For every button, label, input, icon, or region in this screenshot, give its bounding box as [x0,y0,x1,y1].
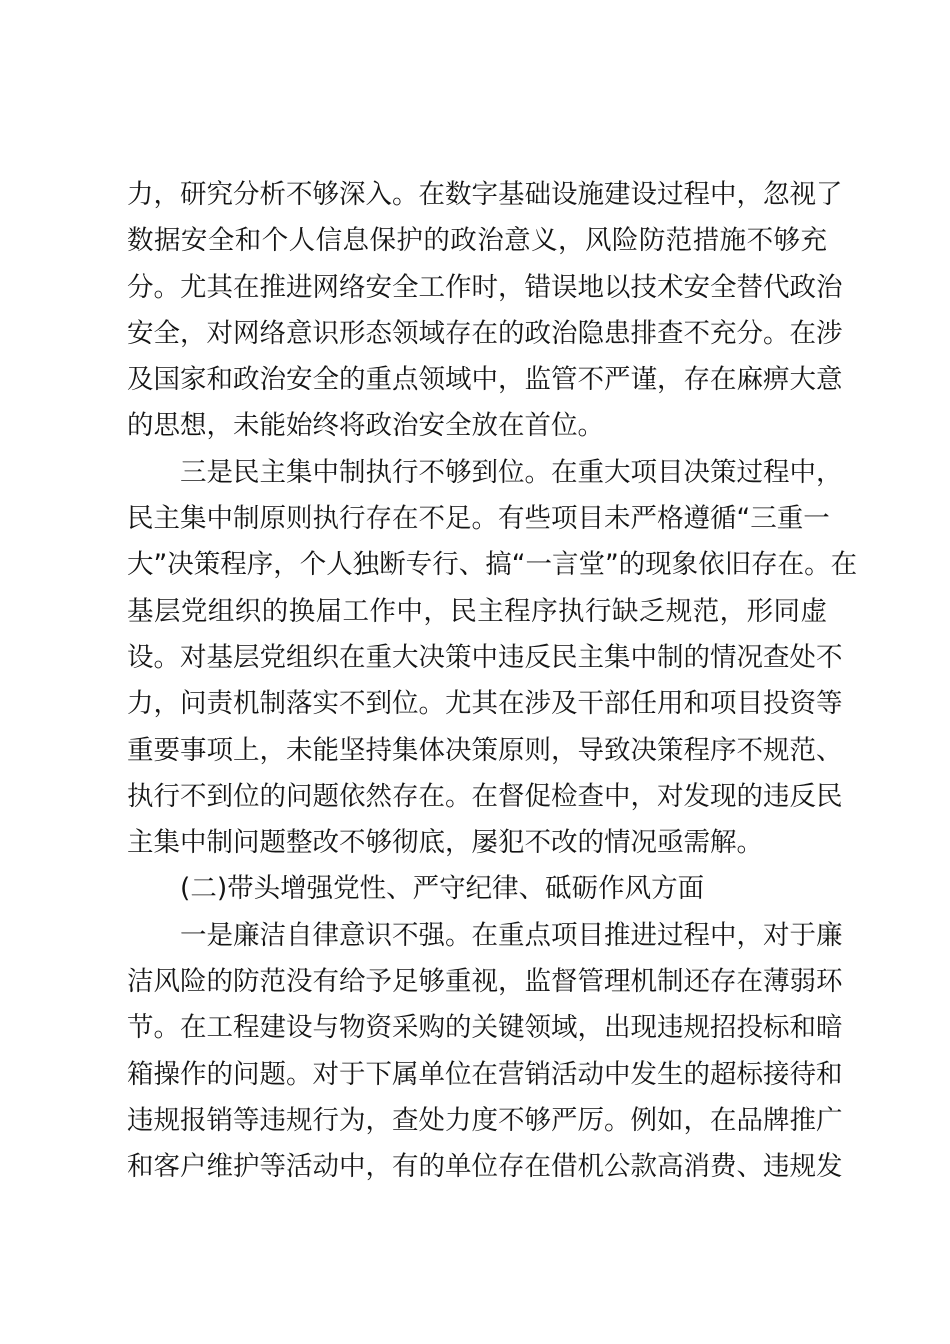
text-line: 民主集中制原则执行存在不足。有些项目未严格遵循“三重一 [127,503,830,535]
text-line: 数据安全和个人信息保护的政治意义，风险防范措施不够充 [127,225,827,257]
text-line: 大”决策程序，个人独断专行、搞“一言堂”的现象依旧存在。在 [127,549,858,581]
document-page [127,172,858,1191]
text-line: 安全，对网络意识形态领域存在的政治隐患排查不充分。在涉 [127,317,843,349]
text-line: 洁风险的防范没有给予足够重视，监督管理机制还存在薄弱环 [127,966,843,998]
text-line: 箱操作的问题。对于下属单位在营销活动中发生的超标接待和 [127,1058,843,1090]
text-line: 及国家和政治安全的重点领域中，监管不严谨，存在麻痹大意 [127,364,843,396]
text-line: 主集中制问题整改不够彻底，屡犯不改的情况亟需解。 [127,827,763,859]
text-line: 节。在工程建设与物资采购的关键领域，出现违规招投标和暗 [127,1012,843,1044]
text-line: 执行不到位的问题依然存在。在督促检查中，对发现的违反民 [127,780,843,812]
paragraph-integrity [127,913,843,1191]
text-line: 和客户维护等活动中，有的单位存在借机公款高消费、违规发 [127,1151,843,1183]
text-line: 的思想，未能始终将政治安全放在首位。 [127,410,604,442]
text-line: 基层党组织的换届工作中，民主程序执行缺乏规范，形同虚 [127,595,827,627]
text-line: 力，研究分析不够深入。在数字基础设施建设过程中，忽视了 [127,179,843,210]
text-line: 力，问责机制落实不到位。尤其在涉及干部任用和项目投资等 [127,688,843,720]
section-heading-text: (二)带头增强党性、严守纪律、砥砺作风方面 [180,873,705,905]
paragraph-political-security [127,172,843,450]
text-line: 设。对基层党组织在重大决策中违反民主集中制的情况查处不 [127,641,843,673]
text-line: 违规报销等违规行为，查处力度不够严厉。例如，在品牌推广 [127,1104,843,1136]
text-line: 三是民主集中制执行不够到位。在重大项目决策过程中， [180,456,843,488]
text-line: 一是廉洁自律意识不强。在重点项目推进过程中，对于廉 [180,919,843,951]
text-line: 分。尤其在推进网络安全工作时，错误地以技术安全替代政治 [127,271,843,303]
section-heading [127,866,827,912]
text-line: 重要事项上，未能坚持集体决策原则，导致决策程序不规范、 [127,734,843,766]
paragraph-democratic-centralism [127,450,858,867]
